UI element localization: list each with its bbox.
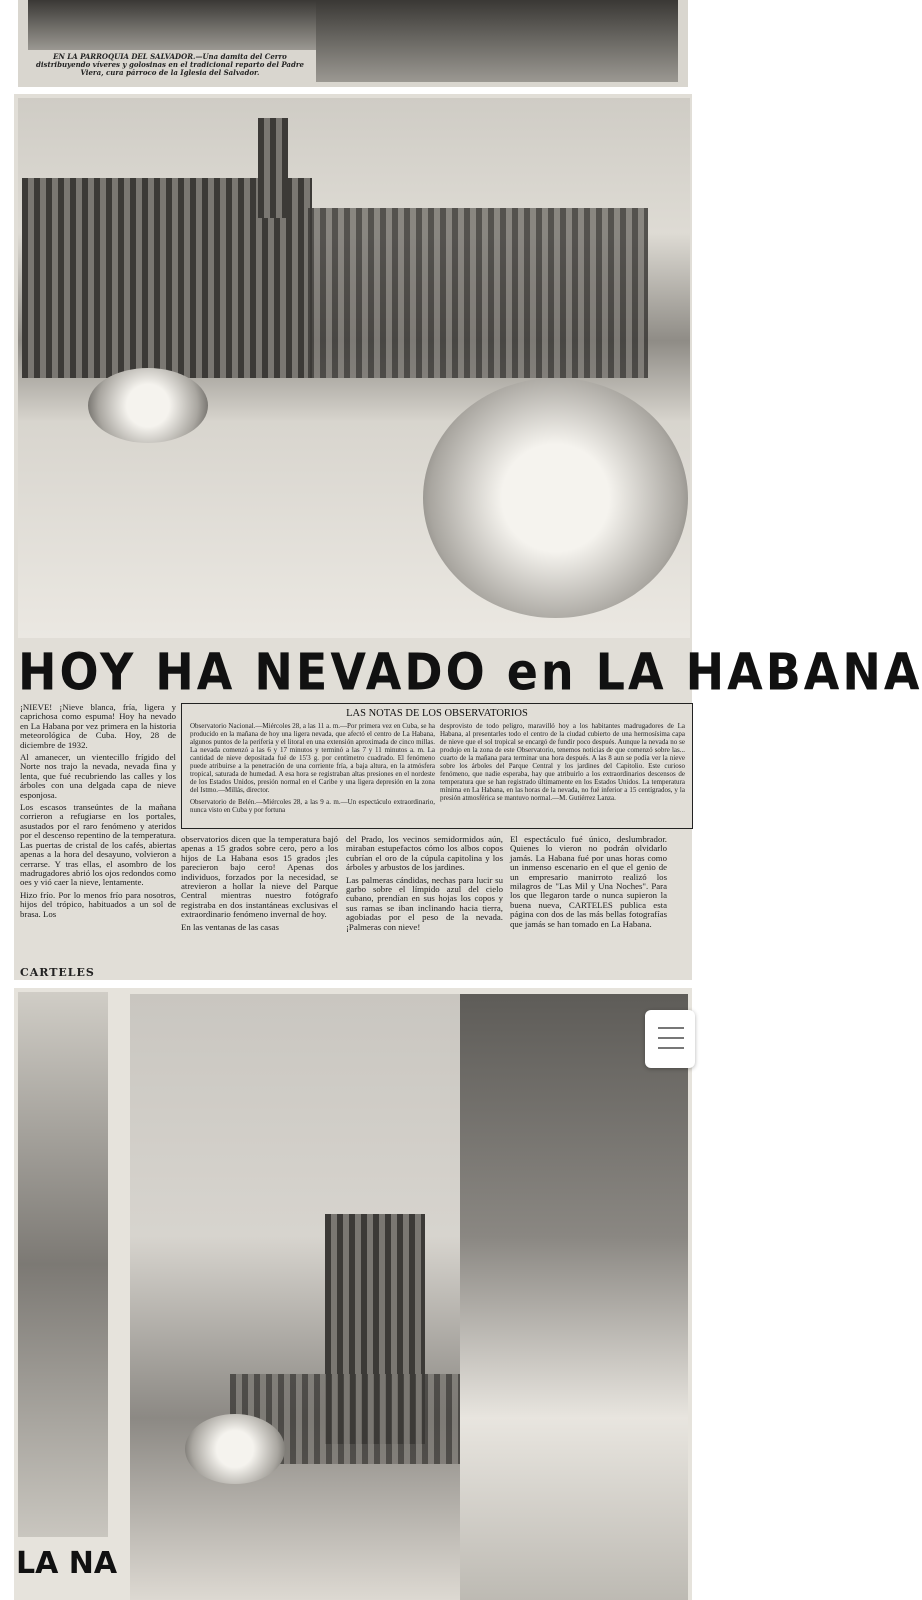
article-col-3 bbox=[346, 835, 503, 935]
paragraph: En las ventanas de las casas bbox=[181, 921, 279, 932]
paragraph: Los escasos transeúntes de la mañana corrieron a refugiarse en los portales, asustados por el raro fenómeno y ateridos por el descenso repentino de la temperatura. Las puertas de cristal de los cafés, abiertas apenas a la hora del desayuno, volvieron a cerrarse. Y tras ellas, el asombro de los madrugadores abrió los ojos redondos como oes y vió caer la nieve, lentamente. bbox=[20, 802, 176, 888]
paragraph: observatorios dicen que la temperatura bajó apenas a 15 grados sobre cero, pero a los hijos de La Habana esos 15 grados ¡les parecieron bajo cero! Apenas dos individuos, forzados por la necesidad, se atrevieron a hollar la nieve del Parque Central mientras nuestro fotógrafo registraba en dos instantáneas exclusivas el extraordinario fenómeno invernal de hoy. bbox=[181, 834, 338, 920]
hamburger-menu-icon bbox=[658, 1027, 684, 1029]
paragraph: Hizo frío. Por lo menos frío para nosotros, hijos del trópico, habituados a un sol de brasa. Los bbox=[20, 889, 176, 919]
photo-parroquia bbox=[28, 0, 318, 50]
photo-parque-central-nevado bbox=[18, 98, 690, 638]
box-col-2: desprovisto de todo peligro, maravilló hoy a los habitantes madrugadores de La Habana, al presentarles todo el centro de la ciudad cubierto de una hermosísima capa de nieve que el sol tropical se encargó de fundir poco después. Aunque la nevada no se produjo en la zona de este Observatorio, tenemos noticias de que comenzó sobre las... cuarto de la mañana para terminar una hora después. A las 8 aun se podía ver la nieve sobre los árboles del Parque Central y los jardines del Capitolio. Este curioso fenómeno, que nadie esperaba, hay que atribuirlo a los extraordinarios descensos de temperatura que se han registrado últimamente en los Estados Unidos. La temperatura mínima en La Habana, en las horas de la nevada, no fué inferior a 15 centígrados, y la presión atmosférica se mantuvo normal.—M. Gutiérrez Lanza. bbox=[440, 722, 685, 802]
article-col-4 bbox=[510, 835, 667, 932]
article-col-2 bbox=[181, 835, 338, 935]
page-scan-3 bbox=[14, 988, 692, 1600]
photo-caption: EN LA PARROQUIA DEL SALVADOR.—Una damita del Cerro distribuyendo víveres y golosinas en el tradicional reparto del Padre Viera, cura párroco de la Iglesia del Salvador. bbox=[36, 52, 304, 77]
headline: HOY HA NEVADO en LA HABANA bbox=[18, 642, 922, 702]
page-scan-1 bbox=[18, 0, 688, 87]
paragraph: Al amanecer, un vientecillo frígido del Norte nos trajo la nevada, nevada fina y lenta, que fué recubriendo las calles y los árboles con una delgada capa de nieve esponjosa. bbox=[20, 752, 176, 800]
hamburger-line bbox=[658, 1047, 684, 1049]
box-title: LAS NOTAS DE LOS OBSERVATORIOS bbox=[346, 708, 528, 719]
menu-button[interactable] bbox=[645, 1010, 695, 1068]
observatorio-nacional-text: Observatorio Nacional.—Miércoles 28, a las 11 a. m.—Por primera vez en Cuba, se ha producido en la mañana de hoy una ligera nevada, que afectó el centro de La Habana, algunos puntos de la periferia y el litoral en una extensión aproximada de cinco millas. La nevada comenzó a las 6 y 17 minutos y terminó a las 7 y 11 minutos a. m. La cantidad de nieve depositada fué de 15'3 g. por centímetro cuadrado. El fenómeno puede atribuirse a la penetración de una corriente fría, a baja altura, en la atmósfera tropical, saturada de humedad. A esa hora se registraban altas presiones en el nordeste de los Estados Unidos, presión normal en el Caribe y una ligera depresión en la zona del Istmo.—Millás, director. bbox=[190, 722, 435, 794]
paragraph: del Prado, los vecinos semidormidos aún, miraban estupefactos cómo los albos copos cubrían el oro de la cúpula capitolina y los árboles y arbustos de los jardines. bbox=[346, 834, 503, 873]
photo-reparto bbox=[316, 0, 678, 82]
paragraph: ¡NIEVE! ¡Nieve blanca, fría, ligera y caprichosa como espuma! Hoy ha nevado en La Habana por vez primera en la historia meteorológica de Cuba. Hoy, 28 de diciembre de 1932. bbox=[20, 702, 176, 750]
box-col-1 bbox=[190, 722, 435, 814]
paragraph: El espectáculo fué único, deslumbrador. Quienes lo vieron no podrán olvidarlo jamás. La Habana fué por unas horas como un inmenso escenario en el que el genio de un empresario manirroto realizó los milagros de "Las Mil y Una Noches". Para los que llegaron tarde o nunca supieron la buena nueva, CARTELES publica esta página con dos de las más bellas fotografías que jamás se han tomado en La Habana. bbox=[510, 834, 667, 929]
magazine-footer: CARTELES bbox=[20, 966, 95, 979]
headline-fragment: LA NA bbox=[16, 1546, 118, 1581]
observatorios-box bbox=[181, 703, 693, 829]
photo-capitolio-nevado bbox=[130, 994, 688, 1600]
hamburger-line bbox=[658, 1037, 684, 1039]
photo-palmeras-nevadas bbox=[18, 992, 108, 1537]
article-col-1 bbox=[20, 703, 176, 922]
observatorio-belen-text: Observatorio de Belén.—Miércoles 28, a las 9 a. m.—Un espectáculo extraordinario, nunca visto en Cuba y por fortuna bbox=[190, 798, 435, 814]
paragraph: Las palmeras cándidas, nechas para lucir su garbo sobre el límpido azul del cielo cubano, prendían en sus hojas los copos y sus ramas se iban inclinando hacia tierra, agobiadas por el peso de la nevada. ¡Palmeras con nieve! bbox=[346, 874, 503, 932]
